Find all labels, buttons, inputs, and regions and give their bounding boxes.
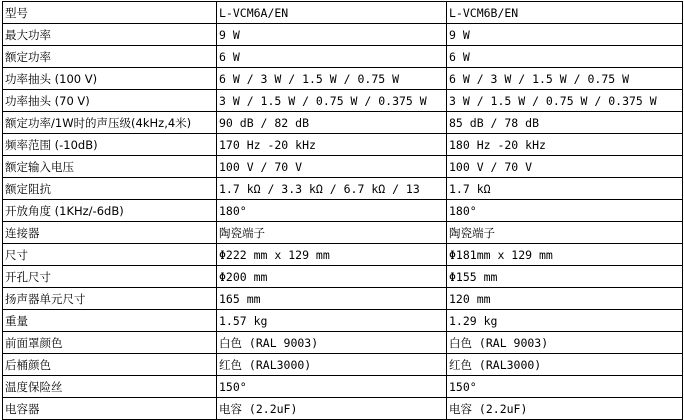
table-row [3,90,683,112]
table-row [3,332,683,354]
model-a-value-cell: 165 mm [217,288,447,310]
model-b-value-cell: 陶瓷端子 [447,222,683,244]
model-b-value-cell: 100 V / 70 V [447,156,683,178]
model-a-value-cell: 电容 (2.2uF) [217,398,447,420]
spec-label-cell: 额定输入电压 [3,156,217,178]
spec-label-cell: 电容器 [3,398,217,420]
spec-label-cell: 额定功率 [3,46,217,68]
table-row [3,376,683,398]
spec-label-cell: 额定功率/1W时的声压级(4kHz,4米) [3,112,217,134]
model-b-value-cell: Φ181mm x 129 mm [447,244,683,266]
spec-label-cell: 后桶颜色 [3,354,217,376]
model-a-value-cell: 3 W / 1.5 W / 0.75 W / 0.375 W [217,90,447,112]
model-a-value-cell: 6 W [217,46,447,68]
header-cell-model-a: L-VCM6A/EN [217,2,447,24]
table-row [3,354,683,376]
model-a-value-cell: 红色 (RAL3000) [217,354,447,376]
model-b-value-cell: 3 W / 1.5 W / 0.75 W / 0.375 W [447,90,683,112]
model-a-value-cell: Φ222 mm x 129 mm [217,244,447,266]
model-b-value-cell: 180° [447,200,683,222]
spec-label-cell: 前面罩颜色 [3,332,217,354]
spec-label-cell: 最大功率 [3,24,217,46]
model-b-value-cell: 红色 (RAL3000) [447,354,683,376]
model-a-value-cell: 1.57 kg [217,310,447,332]
model-a-value-cell: 6 W / 3 W / 1.5 W / 0.75 W [217,68,447,90]
table-row [3,288,683,310]
model-b-value-cell: 白色 (RAL 9003) [447,332,683,354]
model-b-value-cell: 电容 (2.2uF) [447,398,683,420]
spec-label-cell: 重量 [3,310,217,332]
model-a-value-cell: 100 V / 70 V [217,156,447,178]
model-b-value-cell: 1.7 kΩ [447,178,683,200]
table-row [3,244,683,266]
model-a-value-cell: 180° [217,200,447,222]
model-b-value-cell: 120 mm [447,288,683,310]
model-b-value-cell: 6 W / 3 W / 1.5 W / 0.75 W [447,68,683,90]
table-row [3,24,683,46]
table-row [3,68,683,90]
spec-table-body [3,2,683,420]
model-a-value-cell: 陶瓷端子 [217,222,447,244]
model-b-value-cell: 180 Hz -20 kHz [447,134,683,156]
table-row [3,156,683,178]
spec-label-cell: 开放角度 (1KHz/-6dB) [3,200,217,222]
model-b-value-cell: 150° [447,376,683,398]
model-a-value-cell: Φ200 mm [217,266,447,288]
spec-label-cell: 频率范围 (-10dB) [3,134,217,156]
table-row [3,266,683,288]
table-row [3,178,683,200]
model-b-value-cell: 6 W [447,46,683,68]
spec-label-cell: 额定阻抗 [3,178,217,200]
model-a-value-cell: 170 Hz -20 kHz [217,134,447,156]
model-a-value-cell: 90 dB / 82 dB [217,112,447,134]
spec-label-cell: 尺寸 [3,244,217,266]
header-row [3,2,683,24]
model-b-value-cell: 1.29 kg [447,310,683,332]
spec-label-cell: 功率抽头 (70 V) [3,90,217,112]
header-cell-label: 型号 [3,2,217,24]
table-row [3,112,683,134]
table-row [3,46,683,68]
model-b-value-cell: 85 dB / 78 dB [447,112,683,134]
model-a-value-cell: 1.7 kΩ / 3.3 kΩ / 6.7 kΩ / 13 [217,178,447,200]
model-b-value-cell: Φ155 mm [447,266,683,288]
table-row [3,310,683,332]
spec-label-cell: 扬声器单元尺寸 [3,288,217,310]
model-a-value-cell: 白色 (RAL 9003) [217,332,447,354]
table-row [3,398,683,420]
spec-label-cell: 温度保险丝 [3,376,217,398]
spec-label-cell: 连接器 [3,222,217,244]
table-row [3,200,683,222]
spec-label-cell: 开孔尺寸 [3,266,217,288]
table-row [3,222,683,244]
header-cell-model-b: L-VCM6B/EN [447,2,683,24]
model-a-value-cell: 150° [217,376,447,398]
table-row [3,134,683,156]
model-a-value-cell: 9 W [217,24,447,46]
model-b-value-cell: 9 W [447,24,683,46]
spec-table [2,1,683,420]
spec-label-cell: 功率抽头 (100 V) [3,68,217,90]
